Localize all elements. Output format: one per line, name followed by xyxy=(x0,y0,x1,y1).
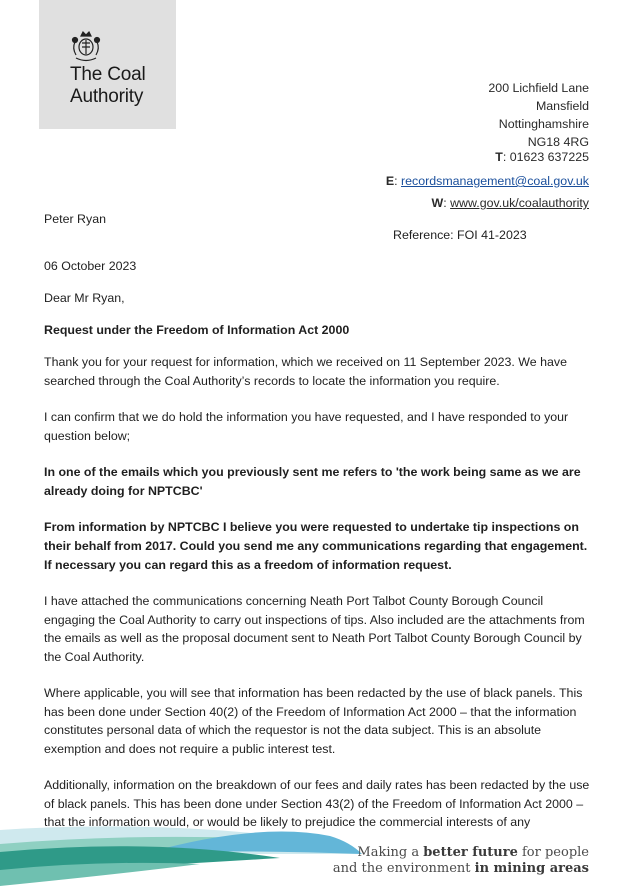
email-link[interactable]: recordsmanagement@coal.gov.uk xyxy=(401,174,589,188)
web-link[interactable]: www.gov.uk/coalauthority xyxy=(450,196,589,210)
web-label: W xyxy=(431,196,444,210)
coal-authority-logo xyxy=(39,0,176,129)
paragraph-confirmation: I can confirm that we do hold the information you have requested, and I have responded to your question below; xyxy=(44,410,569,443)
royal-crest-icon xyxy=(69,30,103,63)
address-line: NG18 4RG xyxy=(527,135,589,149)
email-label: E xyxy=(385,174,395,188)
recipient-name: Peter Ryan xyxy=(44,212,106,226)
letter-date: 06 October 2023 xyxy=(44,259,137,273)
sender-address xyxy=(488,79,589,151)
org-name: The Coal Authority xyxy=(70,64,146,107)
quoted-question-2: From information by NPTCBC I believe you were requested to undertake tip inspections on their behalf from 2017. Could you send me any communications regarding that engagement. If necessary you can regard this as a freedom of information request. xyxy=(44,520,588,572)
phone-line: T: 01623 637225 xyxy=(495,150,589,164)
address-line: Mansfield xyxy=(535,99,589,113)
address-line: 200 Lichfield Lane xyxy=(488,81,589,95)
phone-label: T xyxy=(495,150,503,164)
salutation: Dear Mr Ryan, xyxy=(44,291,125,305)
tagline-line-2 xyxy=(333,861,589,877)
tagline-1-pre: Making a xyxy=(357,845,424,860)
email-line: E: recordsmanagement@coal.gov.uk xyxy=(385,174,589,188)
letter-subject: Request under the Freedom of Information Act 2000 xyxy=(44,323,350,337)
tagline-1-bold: better future xyxy=(423,845,518,860)
paragraph-acknowledgement: Thank you for your request for information, which we received on 11 September 2023. We have searched through the Coal Authority’s records to locate the information you require. xyxy=(44,355,567,388)
address-line: Nottinghamshire xyxy=(498,117,589,131)
reference-number: Reference: FOI 41-2023 xyxy=(393,228,527,242)
paragraph-attachments: I have attached the communications concerning Neath Port Talbot County Borough Council engaging the Coal Authority to carry out inspections of tips. Also included are the attachments from the emails as well as the proposal document sent to Neath Port Talbot County Borough Council by the Coal Authority. xyxy=(44,594,585,664)
phone-number: 01623 637225 xyxy=(509,150,589,164)
tagline-line-1 xyxy=(333,845,589,861)
tagline-2-bold: in mining areas xyxy=(474,861,589,876)
paragraph-redaction-s40: Where applicable, you will see that information has been redacted by the use of black panels. This has been done under Section 40(2) of the Freedom of Information Act 2000 – that the information constitutes personal data of which the requestor is not the data subject. This is an absolute exemption and does not require a public interest test. xyxy=(44,686,583,756)
web-line: W: www.gov.uk/coalauthority xyxy=(431,196,589,210)
footer-tagline xyxy=(333,845,589,877)
tagline-2-pre: and the environment xyxy=(332,861,475,876)
quoted-question-1: In one of the emails which you previously sent me refers to 'the work being same as we are already doing for NPTCBC' xyxy=(44,465,581,498)
paragraph-redaction-s43: Additionally, information on the breakdown of our fees and daily rates has been redacted by the use of black panels. This has been done under Section 43(2) of the Freedom of Information Act 2000 – that the information would, or would be likely to prejudice the commercial interests of any xyxy=(44,778,590,830)
tagline-1-post: for people xyxy=(517,845,589,860)
